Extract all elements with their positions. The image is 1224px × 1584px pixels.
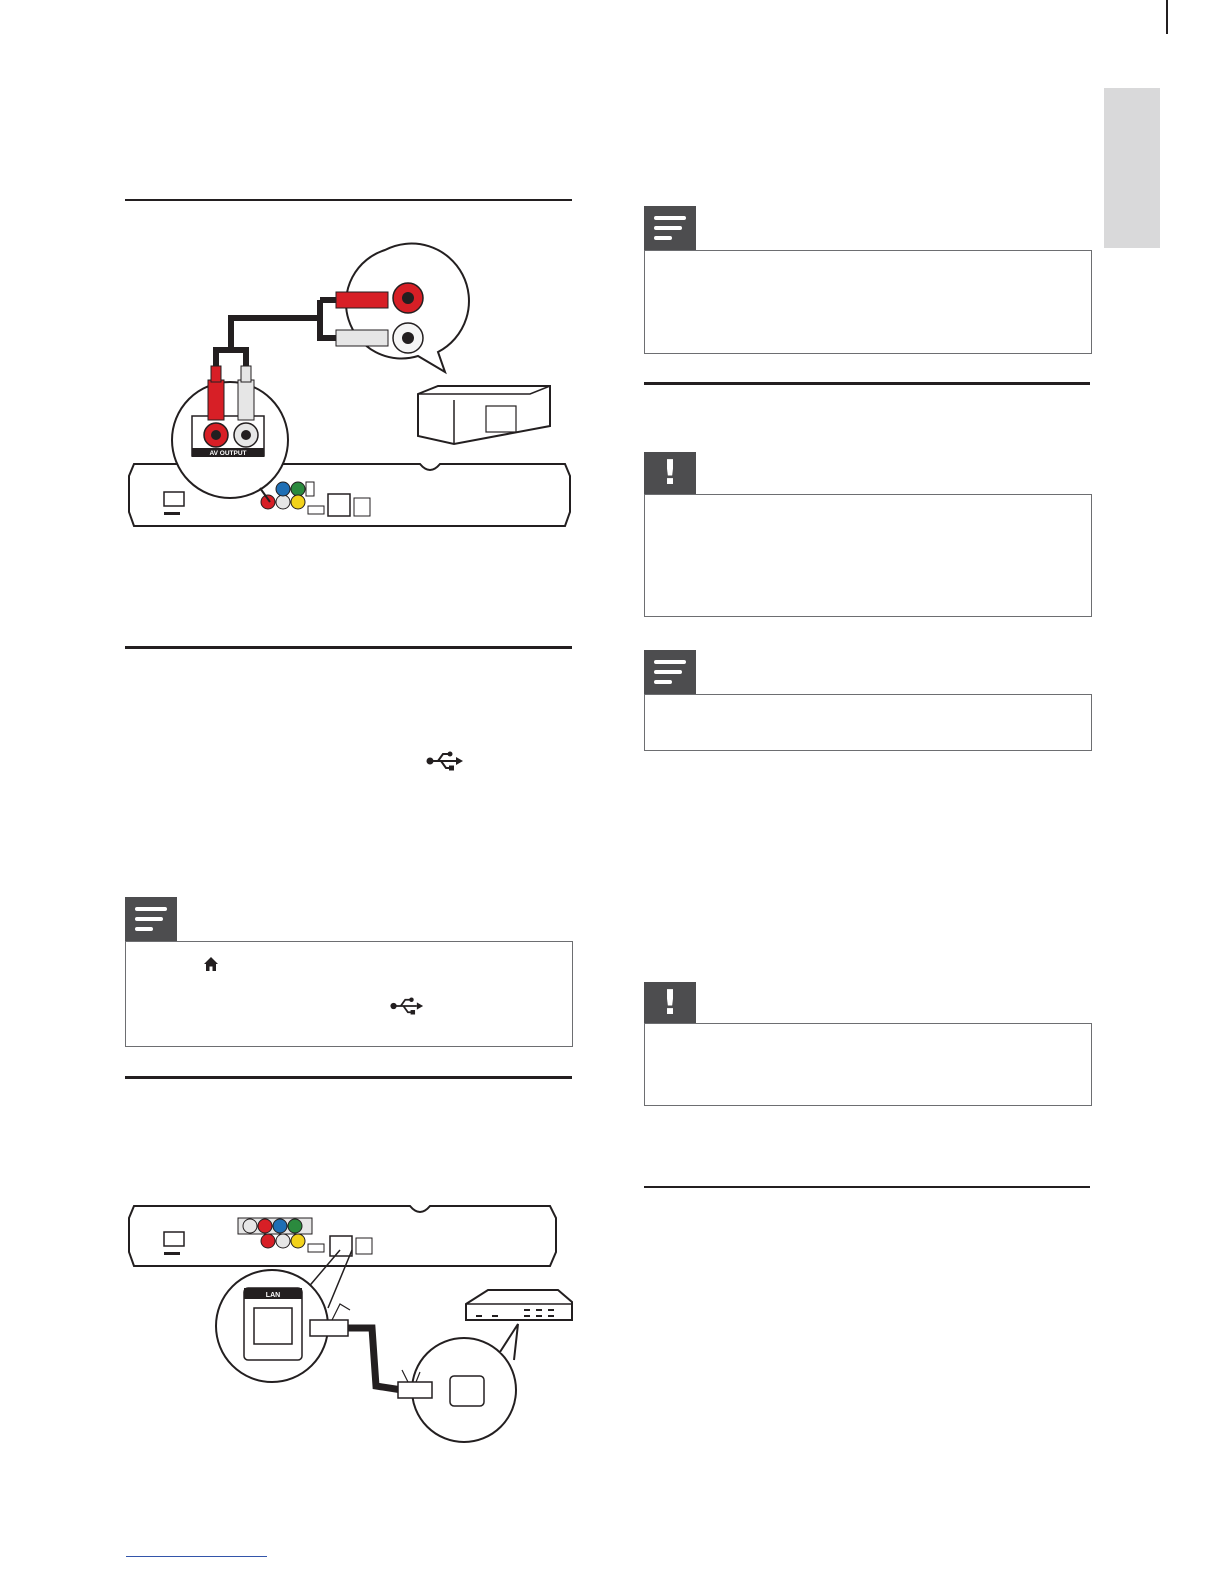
page-edge-line	[1166, 0, 1168, 34]
caution-tab-2	[644, 982, 696, 1024]
note-box-2	[644, 694, 1092, 751]
footer-link-underline[interactable]	[126, 1556, 267, 1557]
note-tab-1	[644, 206, 696, 250]
section-rule-right-1	[644, 382, 1090, 385]
av-output-illustration	[120, 240, 580, 540]
note-box-1	[644, 250, 1092, 354]
lan-connection-illustration	[120, 1200, 585, 1450]
av-output-label: AV OUTPUT	[209, 450, 247, 457]
note-tab-usb	[125, 897, 177, 941]
home-icon	[203, 956, 219, 976]
section-rule-network	[125, 1076, 572, 1079]
caution-tab-1	[644, 452, 696, 494]
usb-icon-small	[390, 994, 424, 1020]
usb-icon	[426, 750, 464, 776]
caution-icon: !	[662, 453, 678, 493]
section-rule-usb	[125, 646, 572, 649]
caution-box-2	[644, 1023, 1092, 1106]
caution-box-1	[644, 494, 1092, 617]
language-tab[interactable]	[1104, 88, 1160, 248]
section-rule-right-2	[644, 1186, 1090, 1188]
lan-label: LAN	[265, 1292, 281, 1299]
note-tab-2	[644, 650, 696, 694]
note-box-usb	[125, 941, 573, 1047]
section-rule-analog-audio	[125, 199, 572, 201]
caution-icon-2: !	[662, 983, 678, 1023]
